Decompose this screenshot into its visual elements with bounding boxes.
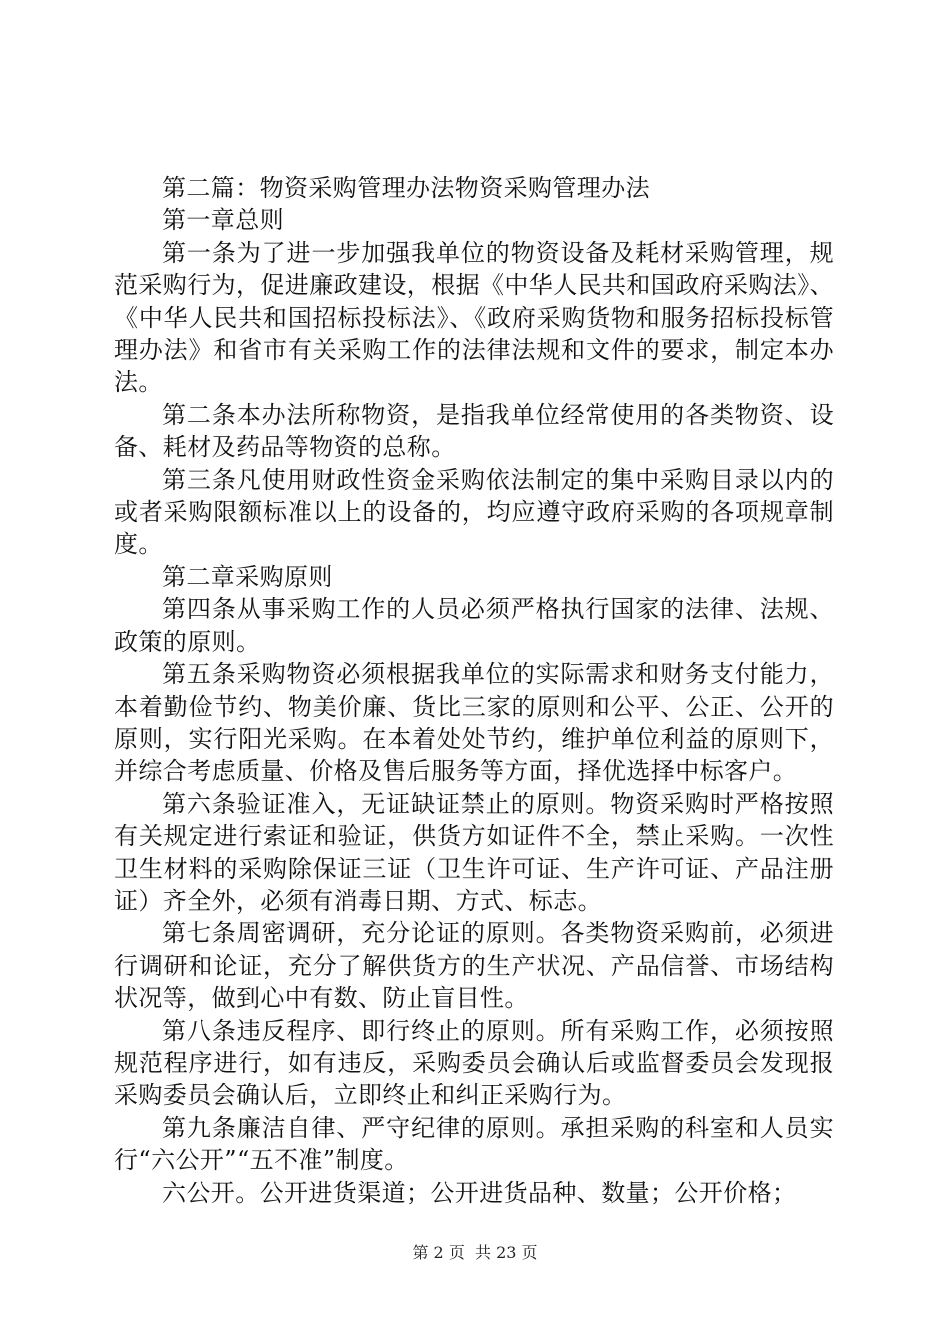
article-7: 第七条周密调研，充分论证的原则。各类物资采购前，必须进行调研和论证，充分了解供货方的生产状况、产品信誉、市场结构状况等，做到心中有数、防止盲目性。 bbox=[114, 919, 834, 1013]
six-disclosures: 六公开。公开进货渠道；公开进货品种、数量；公开价格； bbox=[162, 1178, 797, 1207]
page-number-label: 第 2 页 共 23 页 bbox=[412, 1243, 538, 1262]
article-3: 第三条凡使用财政性资金采购依法制定的集中采购目录以内的或者采购限额标准以上的设备的，均应遵守政府采购的各项规章制度。 bbox=[114, 465, 834, 559]
article-8: 第八条违反程序、即行终止的原则。所有采购工作，必须按照规范程序进行，如有违反，采购委员会确认后或监督委员会发现报采购委员会确认后，立即终止和纠正采购行为。 bbox=[114, 1016, 834, 1110]
article-6: 第六条验证准入，无证缺证禁止的原则。物资采购时严格按照有关规定进行索证和验证，供货方如证件不全，禁止采购。一次性卫生材料的采购除保证三证（卫生许可证、生产许可证、产品注册证）齐全外，必须有消毒日期、方式、标志。 bbox=[114, 789, 834, 915]
chapter-heading-1: 第一章总则 bbox=[162, 206, 284, 235]
page-footer bbox=[0, 1243, 950, 1263]
document-body bbox=[114, 172, 834, 1209]
section-title: 第二篇：物资采购管理办法物资采购管理办法 bbox=[162, 174, 650, 202]
article-5: 第五条采购物资必须根据我单位的实际需求和财务支付能力，本着勤俭节约、物美价廉、货比三家的原则和公平、公正、公开的原则，实行阳光采购。在本着处处节约，维护单位利益的原则下，并综合考虑质量、价格及售后服务等方面，择优选择中标客户。 bbox=[114, 660, 834, 786]
article-1: 第一条为了进一步加强我单位的物资设备及耗材采购管理，规范采购行为，促进廉政建设，根据《中华人民共和国政府采购法》、《中华人民共和国招标投标法》、《政府采购货物和服务招标投标管理办法》和省市有关采购工作的法律法规和文件的要求，制定本办法。 bbox=[114, 238, 834, 397]
article-4: 第四条从事采购工作的人员必须严格执行国家的法律、法规、政策的原则。 bbox=[114, 595, 834, 656]
article-2: 第二条本办法所称物资，是指我单位经常使用的各类物资、设备、耗材及药品等物资的总称。 bbox=[114, 400, 834, 462]
article-9: 第九条廉洁自律、严守纪律的原则。承担采购的科室和人员实行“六公开”“五不准”制度。 bbox=[114, 1113, 834, 1175]
chapter-heading-2: 第二章采购原则 bbox=[162, 562, 333, 591]
